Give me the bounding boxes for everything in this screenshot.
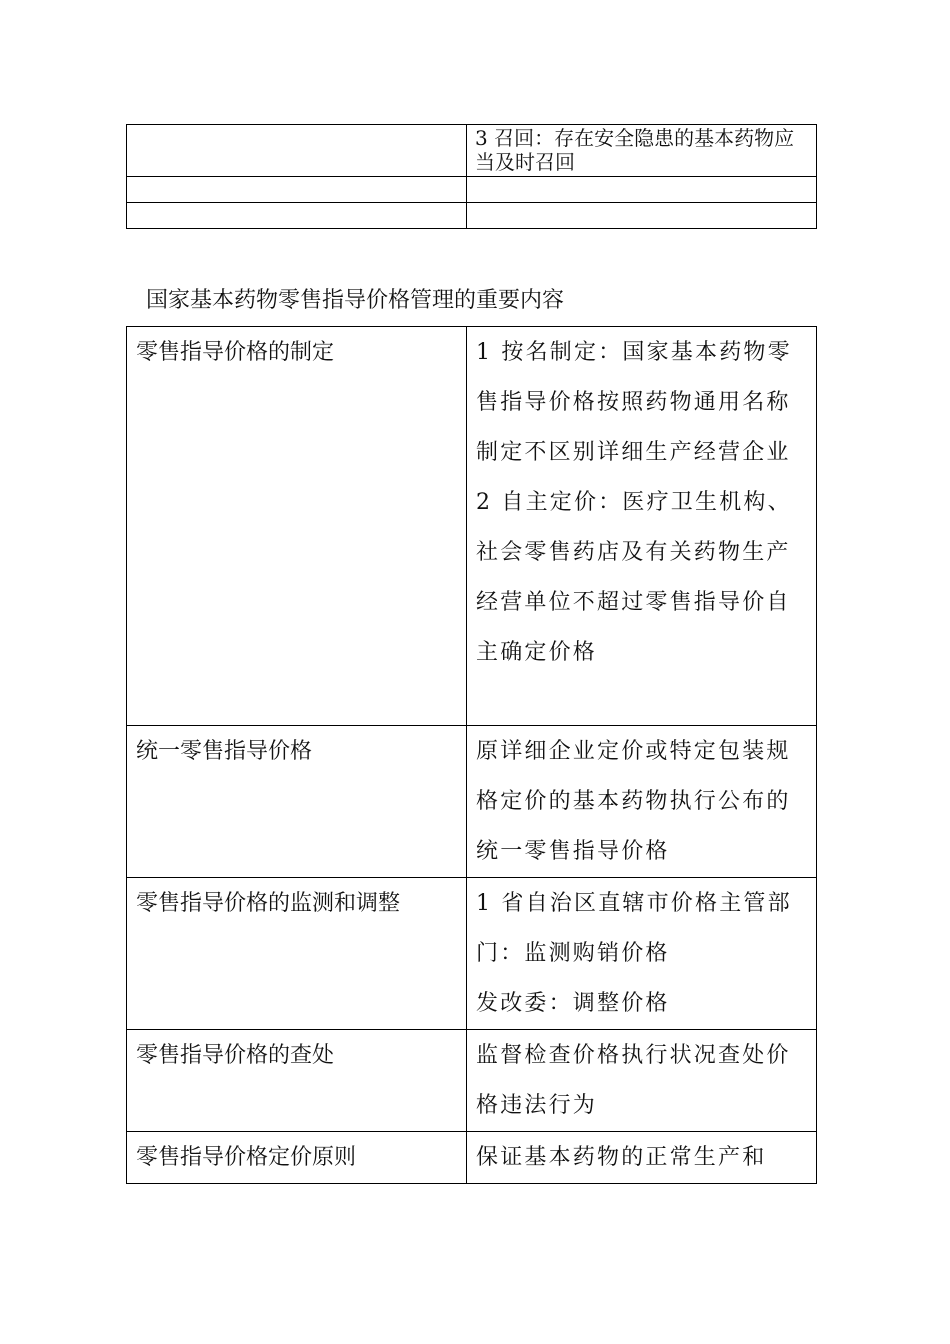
table-row [127,726,817,878]
table-cell-left: 统一零售指导价格 [127,726,467,878]
table-row [127,177,817,203]
cell-paragraph: 原详细企业定价或特定包装规格定价的基本药物执行公布的统一零售指导价格 [476,739,791,864]
cell-paragraph: 1 按名制定：国家基本药物零售指导价格按照药物通用名称制定不区别详细生产经营企业 [476,340,792,465]
table-row [127,125,817,177]
table-cell-right [467,327,817,726]
cell-paragraph: 监督检查价格执行状况查处价格违法行为 [476,1043,791,1118]
table-row [127,1030,817,1132]
table-cell-right [467,1132,817,1184]
table-cell-right [467,1030,817,1132]
table-cell-left [127,125,467,177]
table-row [127,327,817,726]
table-cell-left [127,177,467,203]
table-cell-right: 3 召回：存在安全隐患的基本药物应当及时召回 [467,125,817,177]
section-title: 国家基本药物零售指导价格管理的重要内容 [146,288,565,313]
table-cell-right [467,878,817,1030]
table-row [127,878,817,1030]
price-management-table [126,326,817,1184]
cell-paragraph: 保证基本药物的正常生产和 [476,1145,767,1170]
table-row [127,1132,817,1184]
table-cell-left: 零售指导价格定价原则 [127,1132,467,1184]
table-cell-right [467,177,817,203]
table-cell-right [467,203,817,229]
table-cell-right [467,726,817,878]
table-cell-left [127,203,467,229]
cell-paragraph: 1 省自治区直辖市价格主管部门：监测购销价格 [476,891,792,966]
table-row [127,203,817,229]
continued-table [126,124,817,229]
table-cell-left: 零售指导价格的监测和调整 [127,878,467,1030]
table-cell-left: 零售指导价格的制定 [127,327,467,726]
cell-paragraph: 2 自主定价：医疗卫生机构、社会零售药店及有关药物生产经营单位不超过零售指导价自主确定价格 [476,490,792,665]
table-cell-left: 零售指导价格的查处 [127,1030,467,1132]
cell-paragraph: 发改委：调整价格 [476,991,670,1016]
